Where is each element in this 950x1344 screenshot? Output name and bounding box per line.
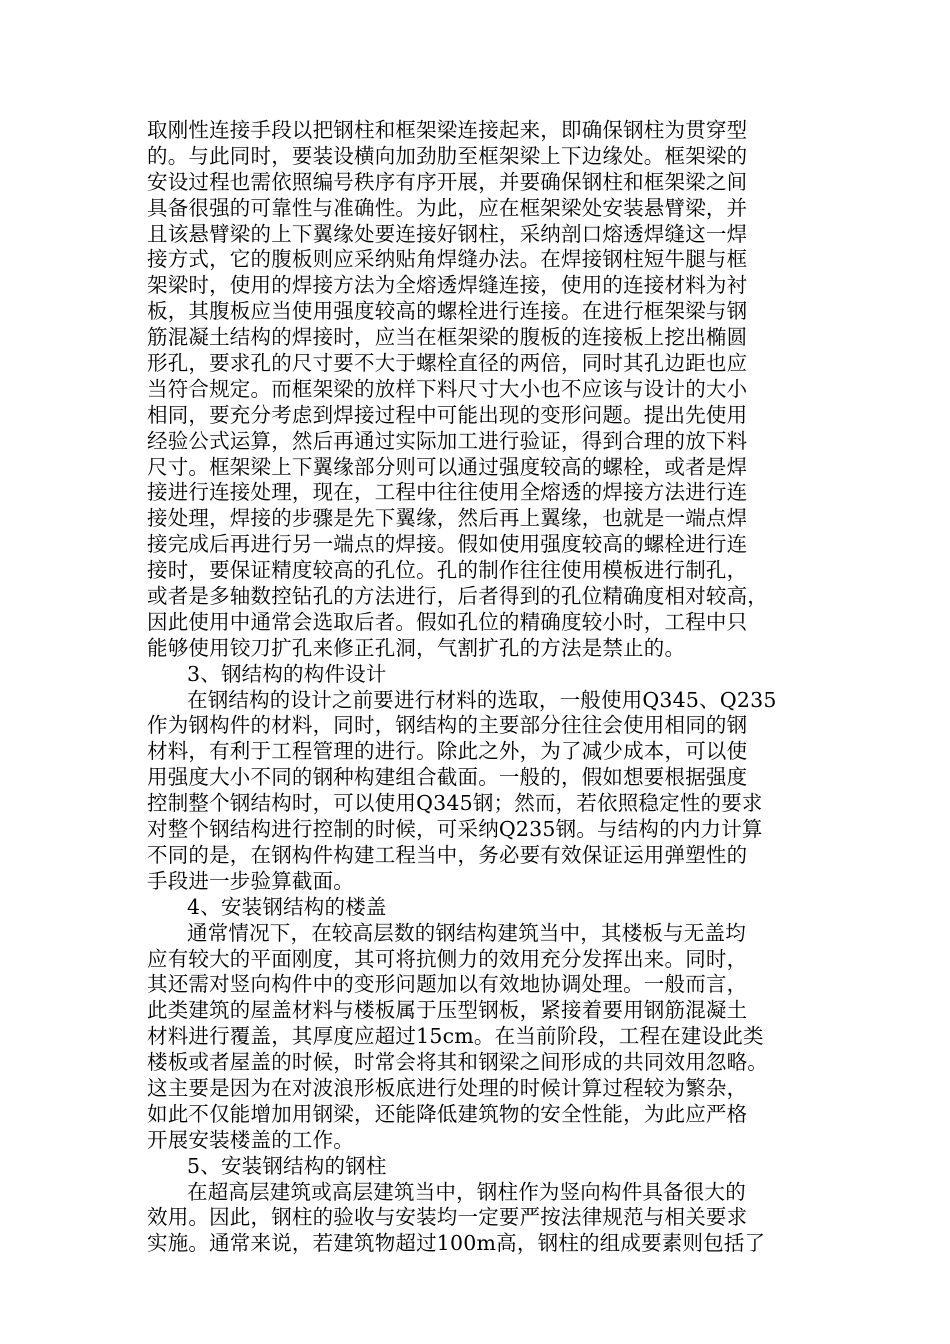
text-line: 尺寸。框架梁上下翼缘部分则可以通过强度较高的螺栓，或者是焊 <box>147 454 748 479</box>
text-line: 如此不仅能增加用钢梁，还能降低建筑物的安全性能，为此应严格 <box>147 1101 748 1126</box>
text-line: 实施。通常来说，若建筑物超过100m高，钢柱的组成要素则包括了 <box>147 1231 766 1256</box>
text-line: 此类建筑的屋盖材料与楼板属于压型钢板，紧接着要用钢筋混凝土 <box>147 998 748 1023</box>
text-line: 控制整个钢结构时，可以使用Q345钢；然而，若依照稳定性的要求 <box>147 791 763 816</box>
text-line: 材料，有利于工程管理的进行。除此之外，为了减少成本，可以使 <box>147 739 748 764</box>
text-line: 不同的是，在钢构件构建工程当中，务必要有效保证运用弹塑性的 <box>147 842 748 867</box>
text-line: 接进行连接处理，现在，工程中往往使用全熔透的焊接方法进行连 <box>147 480 748 505</box>
text-line: 在超高层建筑或高层建筑当中，钢柱作为竖向构件具备很大的 <box>187 1179 746 1204</box>
text-line: 接处理，焊接的步骤是先下翼缘，然后再上翼缘，也就是一端点焊 <box>147 506 748 531</box>
text-line: 3、钢结构的构件设计 <box>187 661 387 686</box>
text-line: 具备很强的可靠性与准确性。为此，应在框架梁处安装悬臂梁，并 <box>147 195 748 220</box>
text-line: 或者是多轴数控钻孔的方法进行，后者得到的孔位精确度相对较高， <box>147 584 768 609</box>
text-line: 的。与此同时，要装设横向加劲肋至框架梁上下边缘处。框架梁的 <box>147 143 748 168</box>
text-line: 安设过程也需依照编号秩序有序开展，并要确保钢柱和框架梁之间 <box>147 169 748 194</box>
text-line: 4、安装钢结构的楼盖 <box>187 894 387 919</box>
text-line: 这主要是因为在对波浪形板底进行处理的时候计算过程较为繁杂， <box>147 1075 748 1100</box>
text-line: 5、安装钢结构的钢柱 <box>187 1153 387 1178</box>
text-line: 能够使用铰刀扩孔来修正孔洞，气割扩孔的方法是禁止的。 <box>147 635 686 660</box>
text-line: 楼板或者屋盖的时候，时常会将其和钢梁之间形成的共同效用忽略。 <box>147 1050 768 1075</box>
text-line: 开展安装楼盖的工作。 <box>147 1127 354 1152</box>
text-line: 因此使用中通常会选取后者。假如孔位的精确度较小时，工程中只 <box>147 609 748 634</box>
text-line: 架梁时，使用的焊接方法为全熔透焊缝连接，使用的连接材料为衬 <box>147 273 748 298</box>
text-line: 在钢结构的设计之前要进行材料的选取，一般使用Q345、Q235 <box>187 687 777 712</box>
text-line: 板，其腹板应当使用强度较高的螺栓进行连接。在进行框架梁与钢 <box>147 299 748 324</box>
text-line: 经验公式运算，然后再通过实际加工进行验证，得到合理的放下料 <box>147 428 748 453</box>
text-line: 取刚性连接手段以把钢柱和框架梁连接起来，即确保钢柱为贯穿型 <box>147 118 748 142</box>
text-line: 形孔，要求孔的尺寸要不大于螺栓直径的两倍，同时其孔边距也应 <box>147 351 748 376</box>
document-body <box>147 118 809 1257</box>
text-line: 相同，要充分考虑到焊接过程中可能出现的变形问题。提出先使用 <box>147 402 748 427</box>
text-line: 其还需对竖向构件中的变形问题加以有效地协调处理。一般而言， <box>147 972 748 997</box>
text-line: 接完成后再进行另一端点的焊接。假如使用强度较高的螺栓进行连 <box>147 532 748 557</box>
text-line: 接方式，它的腹板则应采纳贴角焊缝办法。在焊接钢柱短牛腿与框 <box>147 247 748 272</box>
text-line: 作为钢构件的材料，同时，钢结构的主要部分往往会使用相同的钢 <box>147 713 748 738</box>
text-line: 且该悬臂梁的上下翼缘处要连接好钢柱，采纳剖口熔透焊缝这一焊 <box>147 221 748 246</box>
text-line: 接时，要保证精度较高的孔位。孔的制作往往使用模板进行制孔， <box>147 558 748 583</box>
text-line: 手段进一步验算截面。 <box>147 868 354 893</box>
text-line: 应有较大的平面刚度，其可将抗侧力的效用充分发挥出来。同时， <box>147 946 748 971</box>
text-line: 当符合规定。而框架梁的放样下料尺寸大小也不应该与设计的大小 <box>147 376 748 401</box>
text-line: 用强度大小不同的钢种构建组合截面。一般的，假如想要根据强度 <box>147 765 748 790</box>
text-line: 效用。因此，钢柱的验收与安装均一定要严按法律规范与相关要求 <box>147 1205 748 1230</box>
text-line: 材料进行覆盖，其厚度应超过15cm。在当前阶段，工程在建设此类 <box>147 1024 764 1049</box>
text-line: 筋混凝土结构的焊接时，应当在框架梁的腹板的连接板上挖出椭圆 <box>147 325 748 350</box>
text-line: 通常情况下，在较高层数的钢结构建筑当中，其楼板与无盖均 <box>187 920 746 945</box>
text-line: 对整个钢结构进行控制的时候，可采纳Q235钢。与结构的内力计算 <box>147 817 763 842</box>
